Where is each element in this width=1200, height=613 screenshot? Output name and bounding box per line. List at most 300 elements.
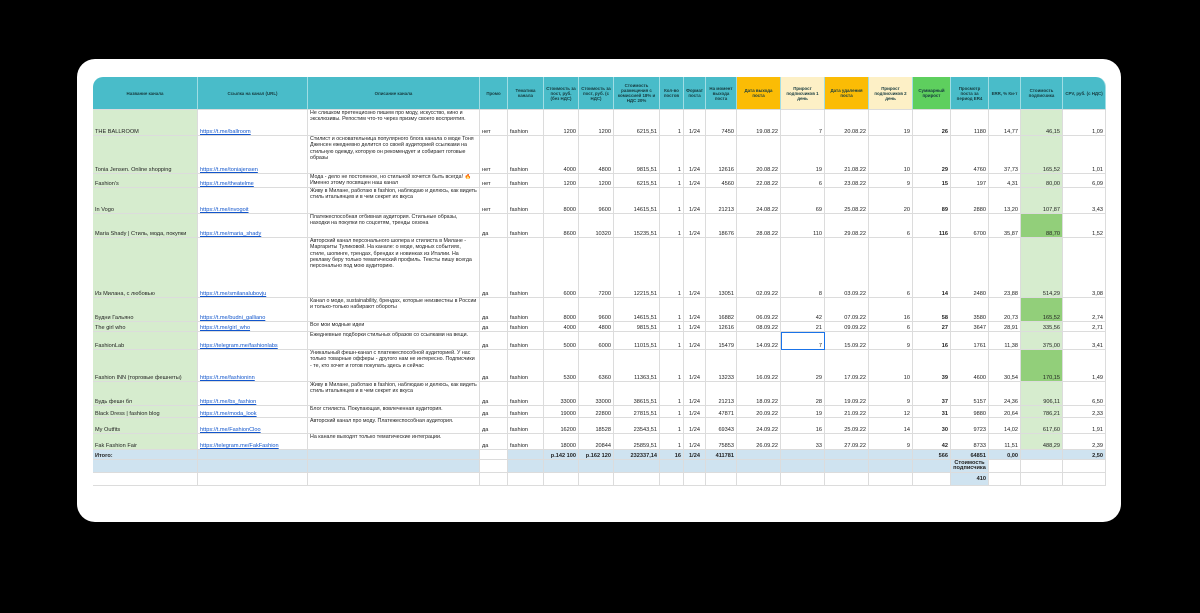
- subscribers-cell[interactable]: 12616: [706, 322, 737, 332]
- topic-cell[interactable]: fashion: [508, 136, 544, 174]
- subscriber-cost-cell[interactable]: 488,29: [1021, 434, 1063, 450]
- column-header[interactable]: Формат поста: [684, 77, 706, 110]
- growth-day2-cell[interactable]: 9: [869, 434, 913, 450]
- channel-description-cell[interactable]: Ежедневные подборки стильных образов со ссылками на вещи.: [308, 332, 480, 350]
- cost-commission-cell[interactable]: 6215,51: [614, 110, 660, 136]
- cost-commission-cell[interactable]: 38615,51: [614, 382, 660, 406]
- topic-cell[interactable]: fashion: [508, 332, 544, 350]
- post-format-cell[interactable]: 1/24: [684, 298, 706, 322]
- growth-day2-cell[interactable]: 6: [869, 322, 913, 332]
- channel-description-cell[interactable]: Авторский канал персонального шопера и стилиста в Милане - Маргариты Туликовой. На канале: о моде, модных событиях, стиле, шопинге, трендах, брендах и новинках из Италии. На рекламу беру только тематический профиль. Тексты пишу всегда персонально под мою аудиторию.: [308, 238, 480, 298]
- cost-cell[interactable]: 4000: [544, 136, 579, 174]
- publish-date-cell[interactable]: 26.09.22: [737, 434, 781, 450]
- promo-cell[interactable]: да: [480, 332, 508, 350]
- posts-count-cell[interactable]: 1: [660, 434, 684, 450]
- channel-name-cell[interactable]: Fak Fashion Fair: [93, 434, 198, 450]
- cost-cell[interactable]: 6000: [544, 238, 579, 298]
- cost-vat-cell[interactable]: 9600: [579, 298, 614, 322]
- promo-cell[interactable]: да: [480, 322, 508, 332]
- cost-vat-cell[interactable]: 4800: [579, 136, 614, 174]
- views-cell[interactable]: 4600: [951, 350, 989, 382]
- posts-count-cell[interactable]: 1: [660, 418, 684, 434]
- column-header[interactable]: Просмотр поста за период ER4: [951, 77, 989, 110]
- post-format-cell[interactable]: 1/24: [684, 188, 706, 214]
- err-cell[interactable]: 20,73: [989, 298, 1021, 322]
- channel-link[interactable]: https://t.me/girl_who: [198, 322, 308, 332]
- delete-date-cell[interactable]: 03.09.22: [825, 238, 869, 298]
- cpv-cell[interactable]: 6,09: [1063, 174, 1106, 188]
- total-posts[interactable]: 16: [660, 450, 684, 460]
- post-format-cell[interactable]: 1/24: [684, 350, 706, 382]
- err-cell[interactable]: 4,31: [989, 174, 1021, 188]
- promo-cell[interactable]: да: [480, 298, 508, 322]
- channel-name-cell[interactable]: My Outfits: [93, 418, 198, 434]
- cost-vat-cell[interactable]: 10320: [579, 214, 614, 238]
- channel-name-cell[interactable]: Fashion's: [93, 174, 198, 188]
- views-cell[interactable]: 4760: [951, 136, 989, 174]
- cost-vat-cell[interactable]: 9600: [579, 188, 614, 214]
- subscribers-cell[interactable]: 4560: [706, 174, 737, 188]
- totals-label[interactable]: Итого:: [93, 450, 198, 460]
- subscriber-cost-cell[interactable]: 514,29: [1021, 238, 1063, 298]
- cost-cell[interactable]: 16200: [544, 418, 579, 434]
- cost-cell[interactable]: 33000: [544, 382, 579, 406]
- growth-day1-cell[interactable]: 7: [781, 332, 825, 350]
- channel-description-cell[interactable]: Все мои модные идеи: [308, 322, 480, 332]
- promo-cell[interactable]: да: [480, 382, 508, 406]
- cost-vat-cell[interactable]: 4800: [579, 322, 614, 332]
- total-growth-cell[interactable]: 37: [913, 382, 951, 406]
- column-header[interactable]: Описание канала: [308, 77, 480, 110]
- publish-date-cell[interactable]: 24.09.22: [737, 418, 781, 434]
- column-header[interactable]: Ссылка на канал (URL): [198, 77, 308, 110]
- subscribers-cell[interactable]: 75853: [706, 434, 737, 450]
- growth-day2-cell[interactable]: 12: [869, 406, 913, 418]
- channel-link[interactable]: https://t.me/maria_shady: [198, 214, 308, 238]
- cpv-cell[interactable]: 3,08: [1063, 238, 1106, 298]
- total-sum[interactable]: 566: [913, 450, 951, 460]
- subscribers-cell[interactable]: 21213: [706, 382, 737, 406]
- subscriber-cost-cell[interactable]: 375,00: [1021, 332, 1063, 350]
- channel-description-cell[interactable]: Уникальный фешн-канал с платежеспособной аудиторией. У нас только товарные офферы - другого нам не интересно. Подписчики - те, кто хочет и готов покупать здесь и сейчас: [308, 350, 480, 382]
- growth-day1-cell[interactable]: 19: [781, 406, 825, 418]
- total-growth-cell[interactable]: 39: [913, 350, 951, 382]
- topic-cell[interactable]: fashion: [508, 188, 544, 214]
- promo-cell[interactable]: да: [480, 418, 508, 434]
- publish-date-cell[interactable]: 24.08.22: [737, 188, 781, 214]
- column-header[interactable]: Стоимость подписчика: [1021, 77, 1063, 110]
- topic-cell[interactable]: fashion: [508, 214, 544, 238]
- growth-day1-cell[interactable]: 8: [781, 238, 825, 298]
- cost-cell[interactable]: 19000: [544, 406, 579, 418]
- topic-cell[interactable]: fashion: [508, 238, 544, 298]
- post-format-cell[interactable]: 1/24: [684, 238, 706, 298]
- total-growth-cell[interactable]: 31: [913, 406, 951, 418]
- posts-count-cell[interactable]: 1: [660, 188, 684, 214]
- err-cell[interactable]: 24,36: [989, 382, 1021, 406]
- column-header[interactable]: ERR, % Ки-т: [989, 77, 1021, 110]
- promo-cell[interactable]: да: [480, 406, 508, 418]
- err-cell[interactable]: 37,73: [989, 136, 1021, 174]
- promo-cell[interactable]: нет: [480, 136, 508, 174]
- subscriber-cost-cell[interactable]: 46,15: [1021, 110, 1063, 136]
- views-cell[interactable]: 3647: [951, 322, 989, 332]
- views-cell[interactable]: 1761: [951, 332, 989, 350]
- channel-link[interactable]: https://telegram.me/FakFashion: [198, 434, 308, 450]
- post-format-cell[interactable]: 1/24: [684, 382, 706, 406]
- views-cell[interactable]: 9723: [951, 418, 989, 434]
- column-header[interactable]: Название канала: [93, 77, 198, 110]
- growth-day2-cell[interactable]: 9: [869, 382, 913, 406]
- promo-cell[interactable]: нет: [480, 174, 508, 188]
- publish-date-cell[interactable]: 14.09.22: [737, 332, 781, 350]
- err-cell[interactable]: 20,64: [989, 406, 1021, 418]
- promo-cell[interactable]: да: [480, 434, 508, 450]
- subscriber-cost-cell[interactable]: 906,11: [1021, 382, 1063, 406]
- growth-day1-cell[interactable]: 21: [781, 322, 825, 332]
- channel-name-cell[interactable]: Из Милана, с любовью: [93, 238, 198, 298]
- channel-link[interactable]: https://t.me/fashioninn: [198, 350, 308, 382]
- topic-cell[interactable]: fashion: [508, 110, 544, 136]
- cost-commission-cell[interactable]: 27815,51: [614, 406, 660, 418]
- delete-date-cell[interactable]: 25.08.22: [825, 188, 869, 214]
- channel-description-cell[interactable]: Не слишком претенциозно пишем про моду, искусство, кино и эксклюзивы. Репостим что-то через призму своего восприятия.: [308, 110, 480, 136]
- channel-name-cell[interactable]: Будь фешн бл: [93, 382, 198, 406]
- channel-name-cell[interactable]: Tonia Jensen. Online shopping: [93, 136, 198, 174]
- channel-description-cell[interactable]: Стилист и основательница популярного блога канала о моде Тоня Дженсен ежедневно делится со своей аудиторией ссылками на стильную одежду, которую он рекомендует и собирает готовые образы: [308, 136, 480, 174]
- channel-link[interactable]: https://t.me/FashionCloo: [198, 418, 308, 434]
- channel-link[interactable]: https://telegram.me/fashionlabs: [198, 332, 308, 350]
- cpv-cell[interactable]: 1,52: [1063, 214, 1106, 238]
- channel-name-cell[interactable]: In Vogo: [93, 188, 198, 214]
- post-format-cell[interactable]: 1/24: [684, 110, 706, 136]
- cost-vat-cell[interactable]: 18528: [579, 418, 614, 434]
- err-cell[interactable]: 13,20: [989, 188, 1021, 214]
- growth-day2-cell[interactable]: 6: [869, 238, 913, 298]
- delete-date-cell[interactable]: 20.08.22: [825, 110, 869, 136]
- post-format-cell[interactable]: 1/24: [684, 174, 706, 188]
- channel-link[interactable]: https://t.me/toniajensen: [198, 136, 308, 174]
- cost-commission-cell[interactable]: 14615,51: [614, 188, 660, 214]
- post-format-cell[interactable]: 1/24: [684, 136, 706, 174]
- views-cell[interactable]: 5157: [951, 382, 989, 406]
- total-growth-cell[interactable]: 27: [913, 322, 951, 332]
- cost-vat-cell[interactable]: 22800: [579, 406, 614, 418]
- delete-date-cell[interactable]: 17.09.22: [825, 350, 869, 382]
- subscribers-cell[interactable]: 69343: [706, 418, 737, 434]
- growth-day2-cell[interactable]: 20: [869, 188, 913, 214]
- delete-date-cell[interactable]: 21.08.22: [825, 136, 869, 174]
- column-header[interactable]: Тематика канала: [508, 77, 544, 110]
- subscribers-cell[interactable]: 7450: [706, 110, 737, 136]
- delete-date-cell[interactable]: 15.09.22: [825, 332, 869, 350]
- cost-commission-cell[interactable]: 11015,51: [614, 332, 660, 350]
- growth-day1-cell[interactable]: 69: [781, 188, 825, 214]
- cost-commission-cell[interactable]: 14615,51: [614, 298, 660, 322]
- subscribers-cell[interactable]: 18676: [706, 214, 737, 238]
- topic-cell[interactable]: fashion: [508, 406, 544, 418]
- posts-count-cell[interactable]: 1: [660, 350, 684, 382]
- cost-commission-cell[interactable]: 9815,51: [614, 136, 660, 174]
- cost-cell[interactable]: 8000: [544, 188, 579, 214]
- growth-day1-cell[interactable]: 7: [781, 110, 825, 136]
- channel-description-cell[interactable]: Платежеспособная отбивная аудитория. Стильные образы, находки на покупки по соцсетям, тренды сезона: [308, 214, 480, 238]
- subscriber-cost-cell[interactable]: 617,60: [1021, 418, 1063, 434]
- subscriber-cost-cell[interactable]: 80,00: [1021, 174, 1063, 188]
- posts-count-cell[interactable]: 1: [660, 136, 684, 174]
- topic-cell[interactable]: fashion: [508, 382, 544, 406]
- err-cell[interactable]: 14,77: [989, 110, 1021, 136]
- total-growth-cell[interactable]: 16: [913, 332, 951, 350]
- publish-date-cell[interactable]: 20.08.22: [737, 136, 781, 174]
- topic-cell[interactable]: fashion: [508, 350, 544, 382]
- growth-day2-cell[interactable]: 19: [869, 110, 913, 136]
- growth-day1-cell[interactable]: 28: [781, 382, 825, 406]
- publish-date-cell[interactable]: 28.08.22: [737, 214, 781, 238]
- delete-date-cell[interactable]: 21.09.22: [825, 406, 869, 418]
- publish-date-cell[interactable]: 22.08.22: [737, 174, 781, 188]
- cost-cell[interactable]: 5000: [544, 332, 579, 350]
- column-header[interactable]: Стоимость за пост, руб. (без НДС): [544, 77, 579, 110]
- total-growth-cell[interactable]: 30: [913, 418, 951, 434]
- channel-link[interactable]: https://t.me/ballroom: [198, 110, 308, 136]
- delete-date-cell[interactable]: 25.09.22: [825, 418, 869, 434]
- growth-day2-cell[interactable]: 9: [869, 174, 913, 188]
- err-cell[interactable]: 30,54: [989, 350, 1021, 382]
- column-header[interactable]: На момент выхода поста: [706, 77, 737, 110]
- promo-cell[interactable]: нет: [480, 188, 508, 214]
- cpv-cell[interactable]: 1,09: [1063, 110, 1106, 136]
- total-growth-cell[interactable]: 15: [913, 174, 951, 188]
- cost-commission-cell[interactable]: 25859,51: [614, 434, 660, 450]
- views-cell[interactable]: 1180: [951, 110, 989, 136]
- growth-day2-cell[interactable]: 6: [869, 214, 913, 238]
- posts-count-cell[interactable]: 1: [660, 214, 684, 238]
- column-header[interactable]: CPV, руб. (с НДС): [1063, 77, 1106, 110]
- views-cell[interactable]: 3580: [951, 298, 989, 322]
- total-growth-cell[interactable]: 116: [913, 214, 951, 238]
- posts-count-cell[interactable]: 1: [660, 110, 684, 136]
- cost-cell[interactable]: 18000: [544, 434, 579, 450]
- cpv-cell[interactable]: 1,49: [1063, 350, 1106, 382]
- total-growth-cell[interactable]: 89: [913, 188, 951, 214]
- topic-cell[interactable]: fashion: [508, 174, 544, 188]
- post-format-cell[interactable]: 1/24: [684, 214, 706, 238]
- column-header[interactable]: Дата выхода поста: [737, 77, 781, 110]
- channel-description-cell[interactable]: На канале выходят только тематические интеграции.: [308, 434, 480, 450]
- err-cell[interactable]: 14,02: [989, 418, 1021, 434]
- cpv-cell[interactable]: 1,01: [1063, 136, 1106, 174]
- cpv-cell[interactable]: 2,39: [1063, 434, 1106, 450]
- delete-date-cell[interactable]: 19.09.22: [825, 382, 869, 406]
- err-cell[interactable]: 35,87: [989, 214, 1021, 238]
- total-format[interactable]: 1/24: [684, 450, 706, 460]
- cost-vat-cell[interactable]: 6360: [579, 350, 614, 382]
- total-subs[interactable]: 411781: [706, 450, 737, 460]
- subscriber-cost-label[interactable]: Стоимость подписчика: [951, 460, 989, 473]
- cost-vat-cell[interactable]: 1200: [579, 110, 614, 136]
- posts-count-cell[interactable]: 1: [660, 406, 684, 418]
- posts-count-cell[interactable]: 1: [660, 382, 684, 406]
- subscriber-cost-cell[interactable]: 107,87: [1021, 188, 1063, 214]
- subscribers-cell[interactable]: 21213: [706, 188, 737, 214]
- channel-link[interactable]: https://t.me/bs_fashion: [198, 382, 308, 406]
- publish-date-cell[interactable]: 20.09.22: [737, 406, 781, 418]
- total-views[interactable]: 64851: [951, 450, 989, 460]
- promo-cell[interactable]: да: [480, 350, 508, 382]
- cost-cell[interactable]: 4000: [544, 322, 579, 332]
- column-header[interactable]: Промо: [480, 77, 508, 110]
- cost-commission-cell[interactable]: 12215,51: [614, 238, 660, 298]
- publish-date-cell[interactable]: 18.09.22: [737, 382, 781, 406]
- cost-cell[interactable]: 8600: [544, 214, 579, 238]
- views-cell[interactable]: 2480: [951, 238, 989, 298]
- total-cpv[interactable]: 2,50: [1063, 450, 1106, 460]
- subscribers-cell[interactable]: 47871: [706, 406, 737, 418]
- publish-date-cell[interactable]: 06.09.22: [737, 298, 781, 322]
- growth-day2-cell[interactable]: 16: [869, 298, 913, 322]
- publish-date-cell[interactable]: 16.09.22: [737, 350, 781, 382]
- cost-commission-cell[interactable]: 6215,51: [614, 174, 660, 188]
- topic-cell[interactable]: fashion: [508, 418, 544, 434]
- column-header[interactable]: Стоимость размещения с комиссией 18% и НДС 20%: [614, 77, 660, 110]
- growth-day2-cell[interactable]: 10: [869, 350, 913, 382]
- channel-name-cell[interactable]: Fashion INN (торговые фешнеты): [93, 350, 198, 382]
- total-growth-cell[interactable]: 14: [913, 238, 951, 298]
- cost-commission-cell[interactable]: 23543,51: [614, 418, 660, 434]
- channel-link[interactable]: https://t.me/budni_galliano: [198, 298, 308, 322]
- subscribers-cell[interactable]: 12616: [706, 136, 737, 174]
- column-header[interactable]: Прирост подписчиков 2 день: [869, 77, 913, 110]
- cost-vat-cell[interactable]: 20844: [579, 434, 614, 450]
- column-header[interactable]: Кол-во постов: [660, 77, 684, 110]
- channel-name-cell[interactable]: FashionLab: [93, 332, 198, 350]
- channel-description-cell[interactable]: Блог стилиста. Покупающая, вовлеченная аудитория.: [308, 406, 480, 418]
- growth-day1-cell[interactable]: 19: [781, 136, 825, 174]
- promo-cell[interactable]: да: [480, 238, 508, 298]
- post-format-cell[interactable]: 1/24: [684, 406, 706, 418]
- publish-date-cell[interactable]: 08.09.22: [737, 322, 781, 332]
- channel-link[interactable]: https://t.me/smilanalubovju: [198, 238, 308, 298]
- post-format-cell[interactable]: 1/24: [684, 322, 706, 332]
- growth-day2-cell[interactable]: 9: [869, 332, 913, 350]
- subscriber-cost-cell[interactable]: 165,52: [1021, 136, 1063, 174]
- cost-vat-cell[interactable]: 7200: [579, 238, 614, 298]
- views-cell[interactable]: 8733: [951, 434, 989, 450]
- column-header[interactable]: Стоимость за пост, руб. (с НДС): [579, 77, 614, 110]
- cost-vat-cell[interactable]: 1200: [579, 174, 614, 188]
- subscriber-cost-cell[interactable]: 88,70: [1021, 214, 1063, 238]
- subscribers-cell[interactable]: 16882: [706, 298, 737, 322]
- channel-description-cell[interactable]: Живу в Милане, работаю в fashion, наблюдаю и делюсь, как видеть стиль итальянцев и в чем секрет их вкуса: [308, 188, 480, 214]
- total-growth-cell[interactable]: 42: [913, 434, 951, 450]
- cost-cell[interactable]: 1200: [544, 174, 579, 188]
- err-cell[interactable]: 11,38: [989, 332, 1021, 350]
- channel-description-cell[interactable]: Канал о моде, sustainability, брендах, которые неизвестны в России и только-только набирают обороты: [308, 298, 480, 322]
- channel-description-cell[interactable]: Авторский канал про моду. Платежеспособная аудитория.: [308, 418, 480, 434]
- publish-date-cell[interactable]: 02.09.22: [737, 238, 781, 298]
- views-cell[interactable]: 9880: [951, 406, 989, 418]
- post-format-cell[interactable]: 1/24: [684, 332, 706, 350]
- channel-name-cell[interactable]: Будни Гальяно: [93, 298, 198, 322]
- channel-name-cell[interactable]: THE BALLROOM: [93, 110, 198, 136]
- publish-date-cell[interactable]: 19.08.22: [737, 110, 781, 136]
- growth-day1-cell[interactable]: 6: [781, 174, 825, 188]
- views-cell[interactable]: 6700: [951, 214, 989, 238]
- growth-day1-cell[interactable]: 16: [781, 418, 825, 434]
- growth-day1-cell[interactable]: 29: [781, 350, 825, 382]
- channel-link[interactable]: https://t.me/moda_look: [198, 406, 308, 418]
- subscriber-cost-value[interactable]: 410: [951, 473, 989, 486]
- delete-date-cell[interactable]: 09.09.22: [825, 322, 869, 332]
- promo-cell[interactable]: нет: [480, 110, 508, 136]
- channel-name-cell[interactable]: The girl who: [93, 322, 198, 332]
- posts-count-cell[interactable]: 1: [660, 174, 684, 188]
- post-format-cell[interactable]: 1/24: [684, 418, 706, 434]
- cost-vat-cell[interactable]: 6000: [579, 332, 614, 350]
- cpv-cell[interactable]: 2,74: [1063, 298, 1106, 322]
- total-growth-cell[interactable]: 58: [913, 298, 951, 322]
- cpv-cell[interactable]: 6,50: [1063, 382, 1106, 406]
- column-header[interactable]: Дата удаления поста: [825, 77, 869, 110]
- cost-vat-cell[interactable]: 33000: [579, 382, 614, 406]
- channel-name-cell[interactable]: Maria Shady | Стиль, мода, покупки: [93, 214, 198, 238]
- err-cell[interactable]: 28,91: [989, 322, 1021, 332]
- subscribers-cell[interactable]: 13051: [706, 238, 737, 298]
- channel-link[interactable]: https://t.me/invogoit: [198, 188, 308, 214]
- total-cost[interactable]: р.142 100: [544, 450, 579, 460]
- post-format-cell[interactable]: 1/24: [684, 434, 706, 450]
- cpv-cell[interactable]: 2,33: [1063, 406, 1106, 418]
- cpv-cell[interactable]: 3,43: [1063, 188, 1106, 214]
- posts-count-cell[interactable]: 1: [660, 298, 684, 322]
- subscriber-cost-cell[interactable]: 165,52: [1021, 298, 1063, 322]
- posts-count-cell[interactable]: 1: [660, 322, 684, 332]
- channel-name-cell[interactable]: Black Dress | fashion blog: [93, 406, 198, 418]
- subscribers-cell[interactable]: 15479: [706, 332, 737, 350]
- cost-cell[interactable]: 8000: [544, 298, 579, 322]
- channel-description-cell[interactable]: Живу в Милане, работаю в fashion, наблюдаю и делюсь, как видеть стиль итальянцев и в чем секрет их вкуса: [308, 382, 480, 406]
- growth-day1-cell[interactable]: 33: [781, 434, 825, 450]
- delete-date-cell[interactable]: 27.09.22: [825, 434, 869, 450]
- cost-cell[interactable]: 1200: [544, 110, 579, 136]
- subscribers-cell[interactable]: 13233: [706, 350, 737, 382]
- column-header[interactable]: Прирост подписчиков 1 день: [781, 77, 825, 110]
- subscriber-cost-cell[interactable]: 786,21: [1021, 406, 1063, 418]
- delete-date-cell[interactable]: 29.08.22: [825, 214, 869, 238]
- growth-day2-cell[interactable]: 10: [869, 136, 913, 174]
- topic-cell[interactable]: fashion: [508, 298, 544, 322]
- growth-day2-cell[interactable]: 14: [869, 418, 913, 434]
- delete-date-cell[interactable]: 23.08.22: [825, 174, 869, 188]
- subscriber-cost-cell[interactable]: 335,56: [1021, 322, 1063, 332]
- growth-day1-cell[interactable]: 42: [781, 298, 825, 322]
- total-cost-vat[interactable]: р.162 120: [579, 450, 614, 460]
- column-header[interactable]: Суммарный прирост: [913, 77, 951, 110]
- total-err[interactable]: 0,00: [989, 450, 1021, 460]
- posts-count-cell[interactable]: 1: [660, 238, 684, 298]
- growth-day1-cell[interactable]: 110: [781, 214, 825, 238]
- total-growth-cell[interactable]: 29: [913, 136, 951, 174]
- err-cell[interactable]: 23,88: [989, 238, 1021, 298]
- delete-date-cell[interactable]: 07.09.22: [825, 298, 869, 322]
- topic-cell[interactable]: fashion: [508, 434, 544, 450]
- err-cell[interactable]: 11,51: [989, 434, 1021, 450]
- cost-cell[interactable]: 5300: [544, 350, 579, 382]
- cost-commission-cell[interactable]: 15235,51: [614, 214, 660, 238]
- total-growth-cell[interactable]: 26: [913, 110, 951, 136]
- posts-count-cell[interactable]: 1: [660, 332, 684, 350]
